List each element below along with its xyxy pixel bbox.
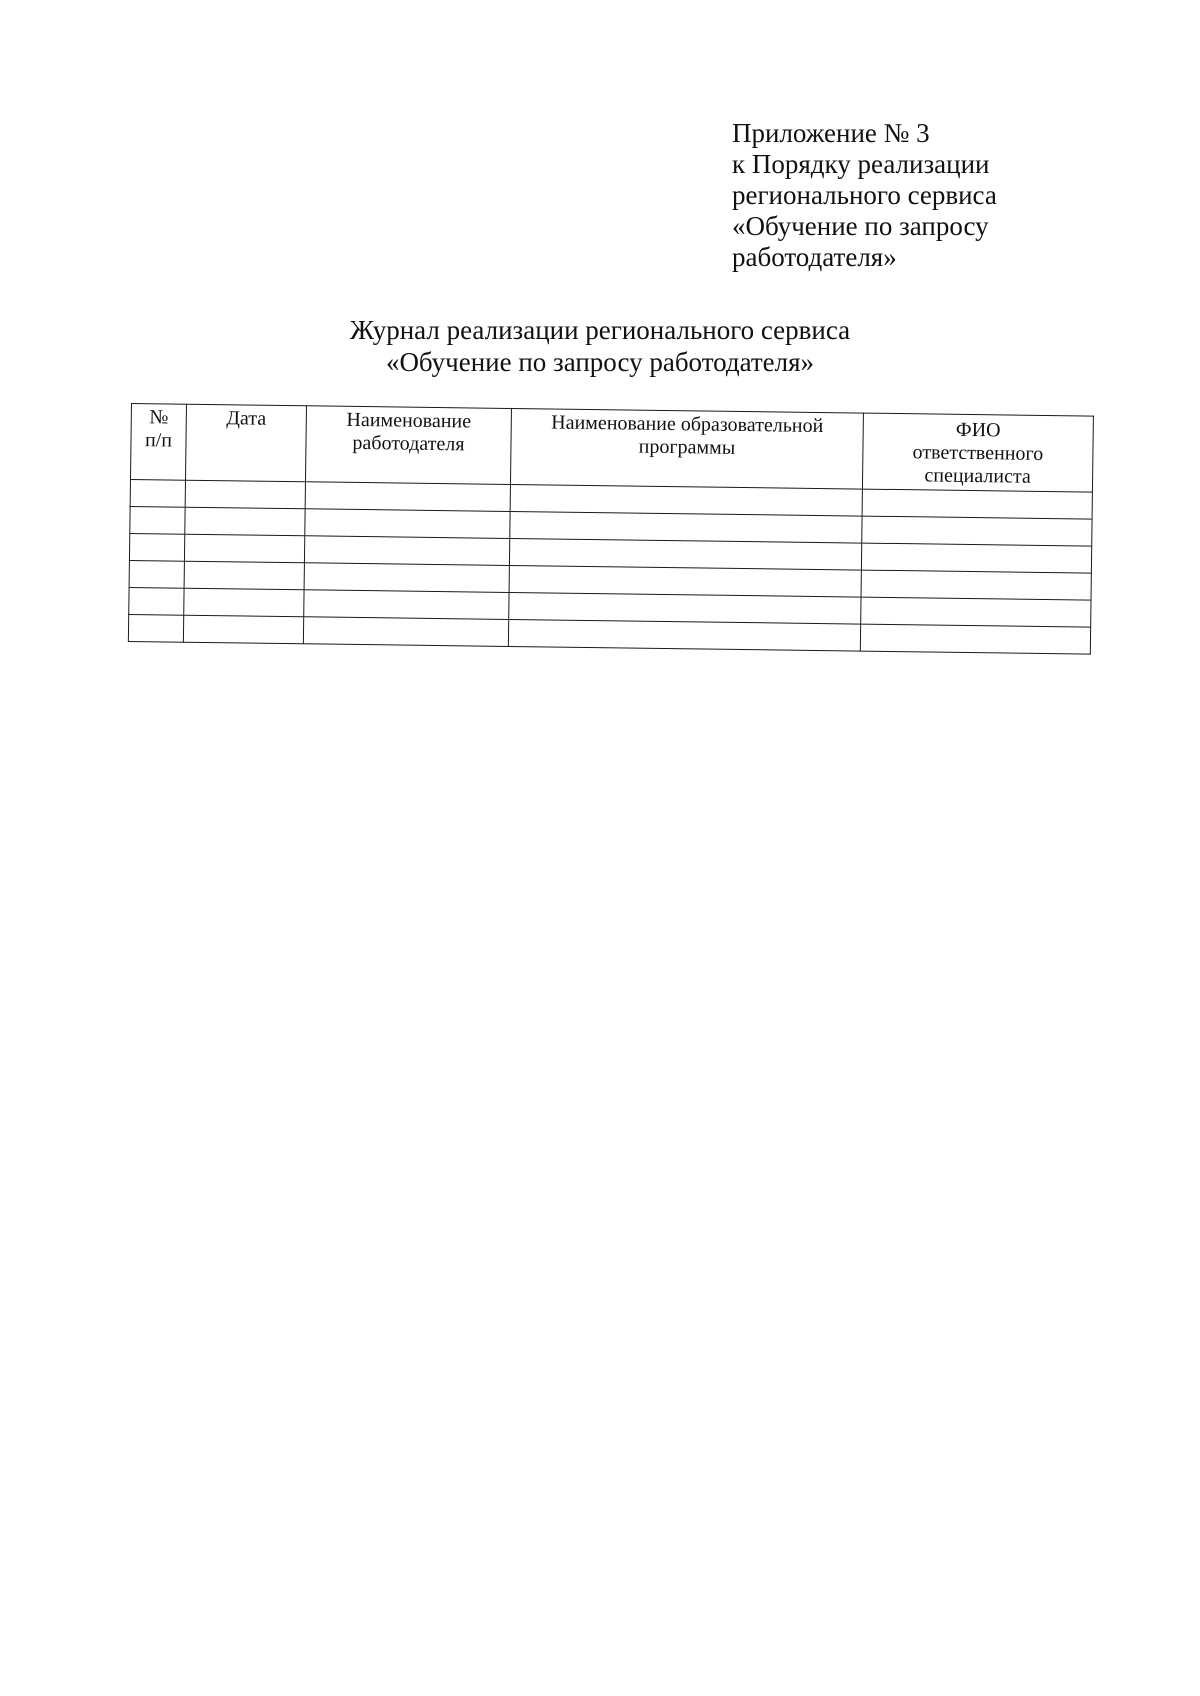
header-date	[185, 404, 306, 482]
header-employer	[305, 406, 511, 485]
journal-table	[128, 403, 1094, 655]
header-fio-line-1: ФИО	[955, 418, 1001, 442]
appendix-block	[732, 118, 1172, 273]
appendix-line-3: регионального сервиса	[732, 180, 997, 210]
table-header-row	[130, 404, 1093, 493]
table-cell	[129, 560, 184, 588]
table-cell	[303, 617, 508, 647]
table-cell	[862, 516, 1092, 546]
table-cell	[183, 615, 303, 644]
header-program	[510, 408, 863, 489]
table-cell	[128, 614, 183, 642]
header-number-line-2: п/п	[144, 429, 173, 452]
header-number	[130, 404, 186, 481]
table-cell	[305, 482, 510, 512]
table-cell	[861, 543, 1091, 573]
table-cell	[130, 506, 185, 534]
header-number-line-1: №	[149, 406, 169, 429]
table-cell	[130, 480, 185, 508]
table-cell	[185, 480, 305, 509]
journal-title	[100, 314, 1100, 378]
journal-title-line-1: Журнал реализации регионального сервиса	[349, 315, 851, 345]
table-cell	[129, 587, 184, 615]
header-fio-line-3: специалиста	[924, 464, 1031, 488]
appendix-line-4: «Обучение по запросу	[732, 211, 989, 241]
header-date-label: Дата	[226, 407, 267, 430]
table-cell	[184, 588, 304, 617]
table-cell	[862, 489, 1092, 519]
journal-title-line-2: «Обучение по запросу работодателя»	[385, 347, 815, 377]
table-cell	[860, 624, 1090, 654]
appendix-line-1: Приложение № 3	[732, 118, 930, 148]
appendix-line-2: к Порядку реализации	[732, 149, 990, 179]
table-cell	[305, 509, 510, 539]
table-cell	[304, 563, 509, 593]
table-cell	[861, 597, 1091, 627]
header-fio	[862, 413, 1093, 492]
header-employer-line-1: Наименование	[346, 408, 472, 433]
table-cell	[129, 533, 184, 561]
table-cell	[861, 570, 1091, 600]
header-program-line-1: Наименование образовательной	[551, 411, 824, 438]
header-employer-line-2: работодателя	[352, 431, 465, 456]
table-cell	[184, 561, 304, 590]
table-cell	[304, 590, 509, 620]
header-fio-line-2: ответственного	[912, 441, 1044, 465]
header-program-line-2: программы	[638, 435, 736, 459]
table-cell	[304, 536, 509, 566]
table-cell	[184, 534, 304, 563]
table-cell	[508, 619, 860, 651]
appendix-line-5: работодателя»	[732, 242, 897, 272]
table-cell	[185, 507, 305, 536]
